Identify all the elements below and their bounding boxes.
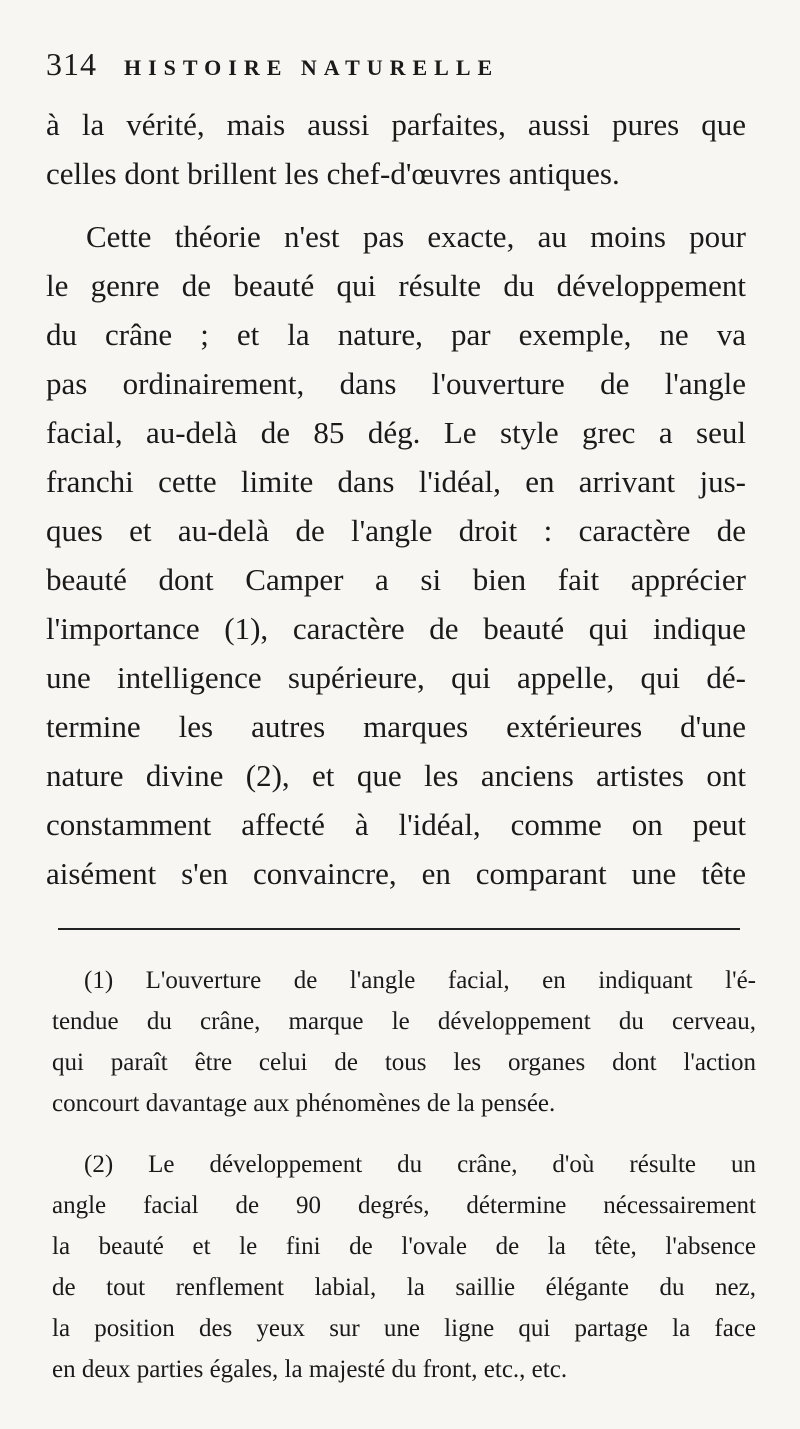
footnote-line: la beauté et le fini de l'ovale de la tête, l'absence: [52, 1233, 756, 1260]
footnote-line: en deux parties égales, la majesté du front, etc., etc.: [52, 1356, 568, 1383]
text-line: à la vérité, mais aussi parfaites, aussi pures que: [46, 107, 746, 142]
footnote-line: tendue du crâne, marque le développement du cerveau,: [52, 1008, 756, 1035]
footnote-1: [52, 960, 756, 1124]
text-line: aisément s'en convaincre, en comparant une tête: [46, 856, 746, 891]
text-line: constamment affecté à l'idéal, comme on peut: [46, 807, 746, 842]
footnote-line: la position des yeux sur une ligne qui partage la face: [52, 1315, 756, 1342]
footnote-line: (2) Le développement du crâne, d'où résulte un: [84, 1151, 756, 1178]
footnote-line: qui paraît être celui de tous les organes dont l'action: [52, 1049, 756, 1076]
text-line: le genre de beauté qui résulte du développement: [46, 268, 746, 303]
text-line: beauté dont Camper a si bien fait apprécier: [46, 562, 746, 597]
paragraph-1: [46, 100, 746, 198]
footnotes: [52, 960, 756, 1390]
text-line: nature divine (2), et que les anciens artistes ont: [46, 758, 746, 793]
main-text: [46, 100, 746, 898]
page-number: 314: [46, 46, 97, 82]
text-line: ques et au-delà de l'angle droit : caractère de: [46, 513, 746, 548]
footnote-line: de tout renflement labial, la saillie élégante du nez,: [52, 1274, 756, 1301]
text-line: facial, au-delà de 85 dég. Le style grec a seul: [46, 415, 746, 450]
text-line: l'importance (1), caractère de beauté qui indique: [46, 611, 746, 646]
text-line: du crâne ; et la nature, par exemple, ne va: [46, 317, 746, 352]
text-line: pas ordinairement, dans l'ouverture de l'angle: [46, 366, 746, 401]
paragraph-2: [46, 212, 746, 898]
footnote-2: [52, 1144, 756, 1390]
footnote-line: angle facial de 90 degrés, détermine nécessairement: [52, 1192, 756, 1219]
text-line: Cette théorie n'est pas exacte, au moins pour: [86, 219, 746, 254]
footnote-separator: [58, 928, 740, 930]
running-title: HISTOIRE NATURELLE: [124, 55, 500, 80]
text-line: franchi cette limite dans l'idéal, en arrivant jus-: [46, 464, 746, 499]
footnote-line: (1) L'ouverture de l'angle facial, en indiquant l'é-: [84, 967, 756, 994]
text-line: une intelligence supérieure, qui appelle, qui dé-: [46, 660, 746, 695]
page-header: [46, 46, 746, 94]
text-line: celles dont brillent les chef-d'œuvres antiques.: [46, 156, 620, 191]
text-line: termine les autres marques extérieures d'une: [46, 709, 746, 744]
footnote-line: concourt davantage aux phénomènes de la pensée.: [52, 1090, 556, 1117]
